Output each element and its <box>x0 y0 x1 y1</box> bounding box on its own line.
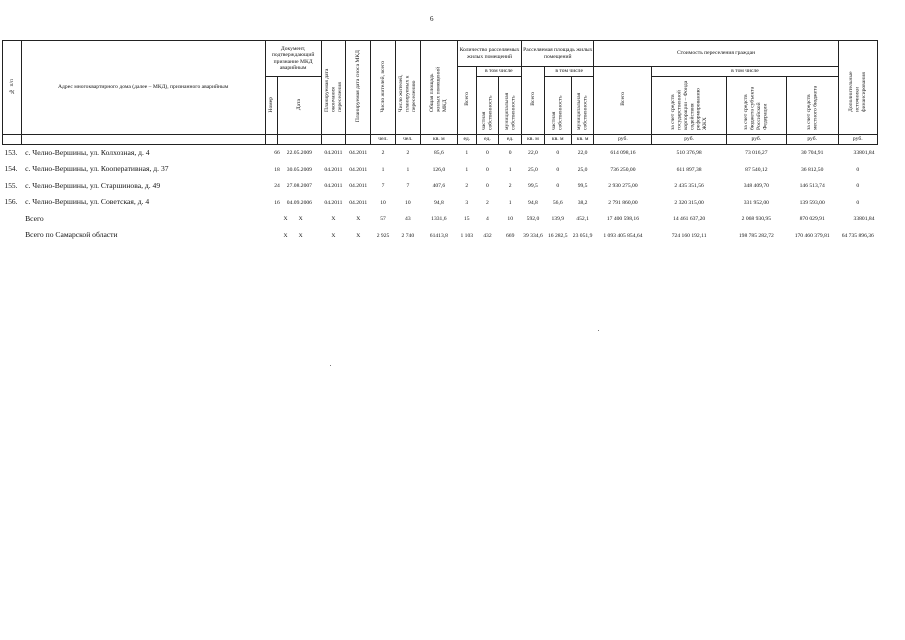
unit-cell: чел. <box>371 135 396 145</box>
header-area-private: частная собственность <box>544 77 571 135</box>
unit-cell: кв. м <box>420 135 457 145</box>
header-cost-local: за счет средств местного бюджета <box>786 77 838 135</box>
unit-cell: руб. <box>838 135 877 145</box>
unit-cell: руб. <box>652 135 726 145</box>
unit-cell: ед. <box>499 135 522 145</box>
unit-cell: руб. <box>594 135 652 145</box>
header-additional-sources: Дополнительные источники финансирования <box>838 41 877 135</box>
unit-cell: руб. <box>726 135 786 145</box>
header-cost-total: Всего <box>594 67 652 135</box>
header-num: № п/п <box>3 41 22 135</box>
header-document-group: Документ, подтверждающий признание МКД аварийным <box>265 41 321 77</box>
scan-speck <box>330 365 331 366</box>
unit-cell: чел. <box>395 135 420 145</box>
header-area-total: Всего <box>522 67 545 135</box>
header-count-group: Количество расселяемых жилых помещений <box>457 41 521 67</box>
table-header <box>3 41 878 145</box>
table-row: 156. с. Челно-Вершины, ул. Советская, д. 4 16 04.09.2006 04.2011 04.2011 10 10 94,8 3 2 1 94,8 56,6 38,2 2 791 860,00 2 320 315,00 331 952,00 139 593,00 0 <box>4 197 860 207</box>
unit-cell: кв. м <box>522 135 545 145</box>
header-planned-demolition: Планируемая дата сноса МКД <box>346 41 371 135</box>
table-row: 154. с. Челно-Вершины, ул. Кооперативная, д. 37 18 30.05.2009 04.2011 04.2011 1 1 126,0 1 0 1 25,0 0 25,0 736 250,00 611 897,38 87 540,12 36 812,50 0 <box>4 164 860 174</box>
resettlement-table <box>2 40 878 244</box>
unit-cell: ед. <box>476 135 499 145</box>
header-count-private: частная собственность <box>476 77 499 135</box>
table-body <box>3 145 878 245</box>
header-address: Адрес многоквартирного дома (далее – МКД), признанного аварийным <box>21 41 265 135</box>
header-cost-group: Стоимость переселения граждан <box>594 41 838 67</box>
table-row: 153. с. Челно-Вершины, ул. Колхозная, д. 4 66 22.05.2009 04.2011 04.2011 2 2 85,6 1 0 0 22,0 0 22,0 614 098,16 510 376,98 73 016,27 30 704,91 33801,84 <box>4 147 875 157</box>
unit-cell: кв. м <box>544 135 571 145</box>
table-row: 155. с. Челно-Вершины, ул. Старшинова, д. 49 24 27.08.2007 04.2011 04.2011 7 7 407,6 2 0 2 99,5 0 99,5 2 930 275,00 2 435 351,56 348 409,70 146 513,74 0 <box>4 180 860 190</box>
header-cost-subject: за счет средств бюджета субъекта Российской Федерации <box>726 77 786 135</box>
header-area-municipal: муниципальная собственность <box>571 77 594 135</box>
header-cost-incl: в том числе <box>652 67 838 77</box>
header-count-incl: в том числе <box>476 67 522 77</box>
header-cost-fund: за счет средств государственной корпорации – Фонда содействия реформированию ЖКХ <box>652 77 726 135</box>
region-total-row: Всего по Самарской области X X X X 2 925 2 740 61413,8 1 103 432 669 39 334,6 16 282,5 23 051,9 1 093 405 854,64 724 160 192,11 198 785 282,72 170 460 379,81 64 735 896,36 <box>25 230 874 240</box>
unit-cell: кв. м <box>571 135 594 145</box>
header-document-date: Дата <box>278 77 321 135</box>
header-area-group: Расселяемая площадь жилых помещений <box>522 41 594 67</box>
page-number: 6 <box>430 15 434 23</box>
unit-cell: руб. <box>786 135 838 145</box>
header-area-incl: в том числе <box>544 67 594 77</box>
units-row <box>3 135 878 145</box>
header-count-total: Всего <box>457 67 476 135</box>
header-count-municipal: муниципальная собственность <box>499 77 522 135</box>
unit-cell: ед. <box>457 135 476 145</box>
header-planned-resettlement: Планируемая дата окончания переселения <box>321 41 346 135</box>
header-total-area: Общая площадь жилых помещений МКД <box>420 41 457 135</box>
total-row: Всего X X X X 57 43 1331,6 15 4 10 592,0 139,9 452,1 17 400 598,16 14 461 637,20 2 068 930,95 870 029,91 33801,84 <box>25 213 875 223</box>
header-document-number: Номер <box>265 77 277 135</box>
header-residents-planned: Число жителей, планируемых к переселению <box>395 41 420 135</box>
scan-speck <box>598 330 599 331</box>
header-residents-total: Число жителей, всего <box>371 41 396 135</box>
